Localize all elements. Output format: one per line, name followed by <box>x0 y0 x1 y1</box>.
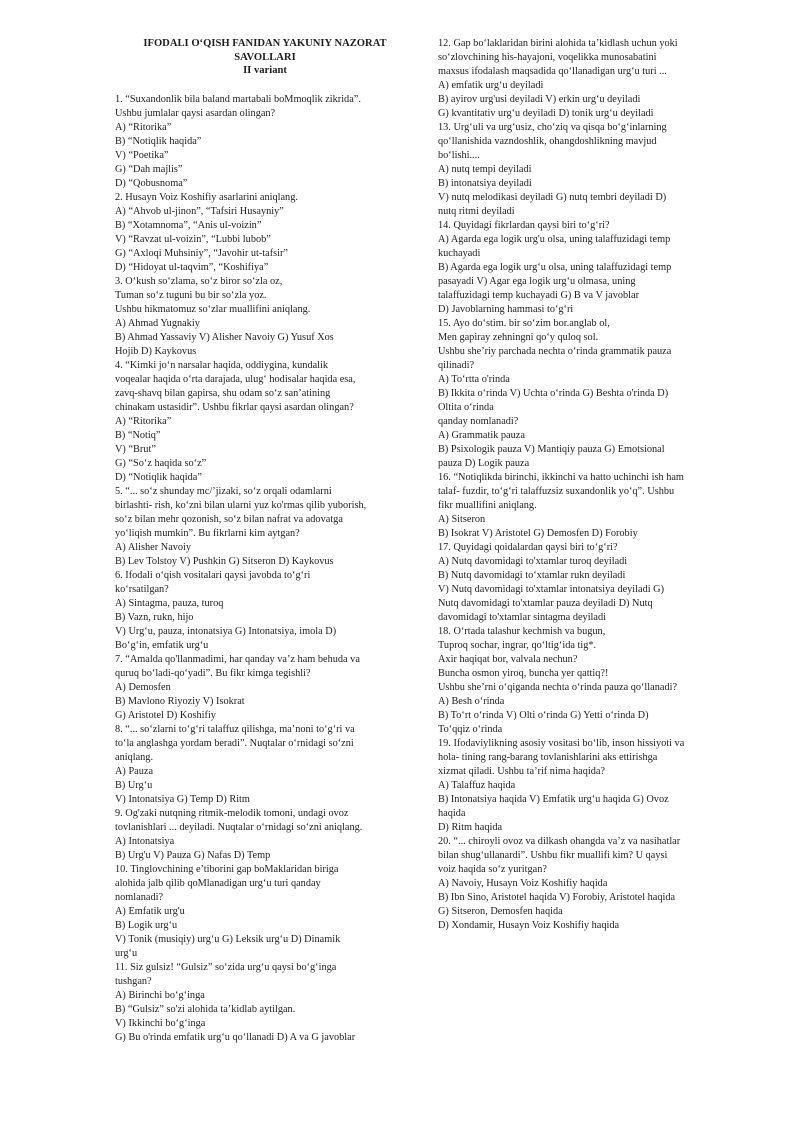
text-line: B) Agarda ega logik urg‘u olsa, uning talaffuzidagi temp <box>438 262 672 273</box>
text-line: urg‘u <box>115 947 138 959</box>
text-line: V) “Brut” <box>115 443 156 455</box>
text-line: voiz haqida so‘z yuritgan? <box>438 864 547 875</box>
text-line: B) Psixologik pauza V) Mantiqiy pauza G) Emotsional <box>438 444 665 455</box>
text-line: 7. “Amalda qo'llanmadimi, har qanday va’z ham behuda va <box>115 653 360 665</box>
text-line: nomlanadi? <box>115 891 164 903</box>
text-line: so‘zlovchining his-hayajoni, voqelikka munosabatini <box>438 52 657 63</box>
text-line: G) Sitseron, Demosfen haqida <box>438 906 563 917</box>
text-line: 10. Tinglovchining e’tiborini gap boMaklaridan biriga <box>115 863 339 875</box>
text-line: B) “Xotamnoma”, “Anis ul-voizin” <box>115 219 262 231</box>
text-line: ko‘rsatilgan? <box>115 583 169 595</box>
text-line: B) Ahmad Yassaviy V) Alisher Navoiy G) Yusuf Xos <box>115 331 334 343</box>
text-line: qanday nomlanadi? <box>438 416 519 427</box>
text-line: 17. Quyidagi qoidalardan qaysi biri to‘g‘ri? <box>438 542 618 553</box>
text-line: Axir haqiqat bor, valvala nechun? <box>438 654 578 665</box>
text-line: Ushbu she’riy parchada nechta o‘rinda grammatik pauza <box>438 346 672 357</box>
page-header <box>115 37 415 78</box>
text-line: B) intonatsiya deyiladi <box>438 178 532 189</box>
text-line: 9. Og'zaki nutqning ritmik-melodik tomoni, undagi ovoz <box>115 807 349 819</box>
text-line: 2. Husayn Voiz Koshifiy asarlarini aniqlang. <box>115 191 298 203</box>
text-line: Bo‘g‘in, emfatik urg‘u <box>115 639 209 651</box>
text-line: A) Sintagma, pauza, turoq <box>115 597 224 609</box>
text-line: to‘la anglashga yordam beradi”. Nuqtalar o‘rnidagi so‘zni <box>115 737 354 749</box>
text-line: D) “Hidoyat ul-taqvim”, “Koshifiya” <box>115 261 269 273</box>
text-line: A) “Ritorika” <box>115 121 172 133</box>
text-line: voqealar haqida o‘rta darajada, ulug‘ hodisalar haqida esa, <box>115 373 356 385</box>
text-line: bilan shug‘ullanardi”. Ushbu fikr muallifi kim? U qaysi <box>438 850 668 861</box>
text-line: tovlanishlari ... deyiladi. Nuqtalar o‘rnidagi so‘zni aniqlang. <box>115 821 363 833</box>
header-title-line-2: SAVOLLARI <box>234 51 296 63</box>
text-line: A) Navoiy, Husayn Voiz Koshifiy haqida <box>438 878 608 889</box>
text-line: 20. “... chiroyli ovoz va dilkash ohangda va’z va nasihatlar <box>438 836 681 847</box>
text-line: A) “Ritorika” <box>115 415 172 427</box>
text-line: B) “Gulsiz” so'zi alohida ta’kidlab aytilgan. <box>115 1003 296 1015</box>
text-line: D) “Notiqlik haqida” <box>115 471 202 483</box>
text-line: qo‘llanishida vazndoshlik, ohangdoshlikning mavjud <box>438 136 657 147</box>
text-line: D) Javoblarning hammasi to‘g‘ri <box>438 304 574 315</box>
text-line: To‘qqiz o‘rinda <box>438 724 503 735</box>
text-line: Ushbu jumlalar qaysi asardan olingan? <box>115 107 276 119</box>
text-line: V) “Poetika” <box>115 149 169 161</box>
text-line: A) Sitseron <box>438 514 486 525</box>
text-line: B) ayirov urg'usi deyiladi V) erkin urg‘u deyiladi <box>438 94 641 105</box>
right-question-list <box>438 37 738 933</box>
text-line: fikr muallifini aniqlang. <box>438 500 537 511</box>
right-column <box>438 37 738 933</box>
text-line: Tuman so‘z tuguni bu bir so‘zla yoz. <box>115 289 267 301</box>
text-line: D) “Qobusnoma” <box>115 177 188 189</box>
text-line: V) Intonatsiya G) Temp D) Ritm <box>115 793 250 805</box>
text-line: Tuproq sochar, ingrar, qo‘ltig‘ida tig*. <box>438 640 597 651</box>
text-line: kuchayadi <box>438 248 481 259</box>
text-line: A) To‘rtta o'rinda <box>438 374 510 385</box>
text-line: 11. Siz gulsiz! “Gulsiz” so‘zida urg‘u qaysi bo‘g‘inga <box>115 961 337 973</box>
text-line: Nutq davomidagi to'xtamlar pauza deyiladi D) Nutq <box>438 598 653 609</box>
text-line: 14. Quyidagi fikrlardan qaysi biri to‘g‘ri? <box>438 220 610 231</box>
two-column-layout <box>115 37 760 1045</box>
text-line: talaf- fuzdir, to‘g‘ri talaffuzsiz suxandonlik yo‘q”. Ushbu <box>438 486 675 497</box>
text-line: 12. Gap bo‘laklaridan birini alohida ta’kidlash uchun yoki <box>438 38 678 49</box>
left-column <box>115 37 415 1045</box>
text-line: V) Ikkinchi bo‘g‘inga <box>115 1017 206 1029</box>
text-line: Hojib D) Kaykovus <box>115 345 197 357</box>
text-line: Buncha osmon yiroq, buncha yer qattiq?! <box>438 668 609 679</box>
text-line: A) Alisher Navoiy <box>115 541 192 553</box>
text-line: B) Logik urg‘u <box>115 919 178 931</box>
left-question-list <box>115 93 415 1045</box>
text-line: xizmat qiladi. Ushbu ta’rif nima haqida? <box>438 766 605 777</box>
text-line: 18. O‘rtada talashur kechmish va bugun, <box>438 626 606 637</box>
text-line: haqida <box>438 808 466 819</box>
text-line: A) Talaffuz haqida <box>438 780 516 791</box>
text-line: hola- tining rang-barang tovlanishlarini aks ettirishga <box>438 752 658 763</box>
text-line: A) “Ahvob ul-jinon”, “Tafsiri Husayniy” <box>115 205 284 217</box>
text-line: nutq ritmi deyiladi <box>438 206 515 217</box>
text-line: A) Demosfen <box>115 681 171 693</box>
text-line: V) Nutq davomidagi to'xtamlar intonatsiya deyiladi G) <box>438 584 665 595</box>
text-line: A) Pauza <box>115 765 154 777</box>
text-line: V) Tonik (musiqiy) urg‘u G) Leksik urg‘u D) Dinamik <box>115 933 341 945</box>
text-line: B) Mavlono Riyoziy V) Isokrat <box>115 695 245 707</box>
text-line: V) “Ravzat ul-voizin”, “Lubbi lubob” <box>115 233 271 245</box>
text-line: chinakam ustasidir”. Ushbu fikrlar qaysi asardan olingan? <box>115 401 354 413</box>
text-line: G) “Dah majlis” <box>115 163 183 175</box>
text-line: B) Ibn Sino, Aristotel haqida V) Forobiy, Aristotel haqida <box>438 892 676 903</box>
text-line: maxsus ifodalash maqsadida qo‘llanadigan urg‘u turi ... <box>438 66 667 77</box>
text-line: V) Urg‘u, pauza, intonatsiya G) Intonatsiya, imola D) <box>115 625 337 637</box>
text-line: A) emfatik urg‘u deyiladi <box>438 80 544 91</box>
text-line: bo‘lishi.... <box>438 150 480 161</box>
text-line: G) “Axloqi Muhsiniy”, “Javohir ut-tafsir” <box>115 247 289 259</box>
text-line: B) Urg'u V) Pauza G) Nafas D) Temp <box>115 849 271 861</box>
text-line: B) Ikkita o‘rinda V) Uchta o‘rinda G) Beshta o'rinda D) <box>438 388 669 399</box>
text-line: B) “Notiqlik haqida” <box>115 135 202 147</box>
text-line: B) To‘rt o‘rinda V) Olti o‘rinda G) Yetti o‘rinda D) <box>438 710 649 721</box>
text-line: B) “Notiq” <box>115 429 161 441</box>
text-line: A) Intonatsiya <box>115 835 175 847</box>
text-line: pasayadi V) Agar ega logik urg‘u olmasa, uning <box>438 276 636 287</box>
text-line: tushgan? <box>115 975 152 987</box>
text-line: 5. “... so‘z shunday mc/’jizaki, so‘z orqali odamlarni <box>115 485 332 497</box>
text-line: 6. Ifodali o‘qish vositalari qaysi javobda to‘g‘ri <box>115 569 311 581</box>
text-line: A) Nutq davomidagi to'xtamlar turoq deyiladi <box>438 556 628 567</box>
text-line: Men gapiray zehningni qo‘y quloq sol. <box>438 332 599 343</box>
text-line: alohida jalb qilib qoMlanadigan urg‘u turi qanday <box>115 877 321 889</box>
text-line: G) kvantitativ urg‘u deyiladi D) tonik urg‘u deyiladi <box>438 108 654 119</box>
text-line: B) Nutq davomidagi to‘xtamlar rukn deyiladi <box>438 570 626 581</box>
text-line: Ushbu she’rni o‘qiganda nechta o‘rinda pauza qo‘llanadi? <box>438 682 678 693</box>
text-line: pauza D) Logik pauza <box>438 458 530 469</box>
text-line: 15. Ayo do‘stim. bir so‘zim bor.anglab ol, <box>438 318 610 329</box>
text-line: 8. “... so‘zlarni to‘g‘ri talaffuz qilishga, ma’noni to‘g‘ri va <box>115 723 355 735</box>
text-line: 16. “Notiqlikda birinchi, ikkinchi va hatto uchinchi ish ham <box>438 472 684 483</box>
text-line: A) Besh o‘rinda <box>438 696 505 707</box>
text-line: G) Bu o'rinda emfatik urg‘u qo‘llanadi D) A va G javoblar <box>115 1031 356 1043</box>
text-line: G) Aristotel D) Koshifiy <box>115 709 216 721</box>
text-line: B) Isokrat V) Aristotel G) Demosfen D) Forobiy <box>438 528 638 539</box>
text-line: 1. “Suxandonlik bila baland martabali boMmoqlik zikrida”. <box>115 93 361 105</box>
text-line: A) Ahmad Yugnakiy <box>115 317 200 329</box>
text-line: B) Vazn, rukn, hijo <box>115 611 194 623</box>
text-line: 13. Urg‘uli va urg‘usiz, cho‘ziq va qisqa bo‘g‘inlarning <box>438 122 667 133</box>
text-line: B) Intonatsiya haqida V) Emfatik urg‘u haqida G) Ovoz <box>438 794 669 805</box>
text-line: Oltita o‘rinda <box>438 402 494 413</box>
text-line: yo‘liqish mumkin”. Bu fikrlarni kim aytgan? <box>115 527 300 539</box>
text-line: qilinadi? <box>438 360 475 371</box>
text-line: A) nutq tempi deyiladi <box>438 164 532 175</box>
text-line: so‘z bilan mehr qozonish, so‘z bilan nafrat va adovatga <box>115 513 343 525</box>
text-line: aniqlang. <box>115 751 154 763</box>
text-line: D) Ritm haqida <box>438 822 503 833</box>
text-line: birlashti- rish, ko‘zni bilan ularni yuz ko'rmas qilib yuborish, <box>115 499 367 511</box>
text-line: davomidagi to'xtamlar sintagma deyiladi <box>438 612 606 623</box>
text-line: G) “So‘z haqida so‘z” <box>115 457 207 469</box>
text-line: 4. “Kimki jo‘n narsalar haqida, oddiygina, kundalik <box>115 359 329 371</box>
text-line: A) Birinchi bo‘g‘inga <box>115 989 205 1001</box>
header-title-line-1: IFODALI O‘QISH FANIDAN YAKUNIY NAZORAT <box>143 38 387 49</box>
text-line: 3. O‘kush so‘zlama, so‘z biror so‘zla oz, <box>115 275 283 287</box>
text-line: Ushbu hikmatomuz so‘zlar muallifini aniqlang. <box>115 303 311 315</box>
text-line: quruq bo‘ladi-qo‘yadi”. Bu fikr kimga tegishli? <box>115 667 311 679</box>
text-line: B) Urg‘u <box>115 779 153 791</box>
header-variant: II variant <box>243 65 287 76</box>
text-line: zavq-shavq bilan gapirsa, shu odam so‘z san’atining <box>115 387 331 399</box>
text-line: A) Grammatik pauza <box>438 430 525 441</box>
text-line: B) Lev Tolstoy V) Pushkin G) Sitseron D) Kaykovus <box>115 555 334 567</box>
text-line: D) Xondamir, Husayn Voiz Koshifiy haqida <box>438 920 620 931</box>
text-line: A) Agarda ega logik urg'u olsa, uning talaffuzidagi temp <box>438 234 671 245</box>
text-line: A) Emfatik urg'u <box>115 905 185 917</box>
text-line: 19. Ifodaviylikning asosiy vositasi bo‘lib, inson hissiyoti va <box>438 738 685 749</box>
text-line: talaffuzidagi temp kuchayadi G) B va V javoblar <box>438 290 640 301</box>
text-line: V) nutq melodikasi deyiladi G) nutq tembri deyiladi D) <box>438 192 667 203</box>
